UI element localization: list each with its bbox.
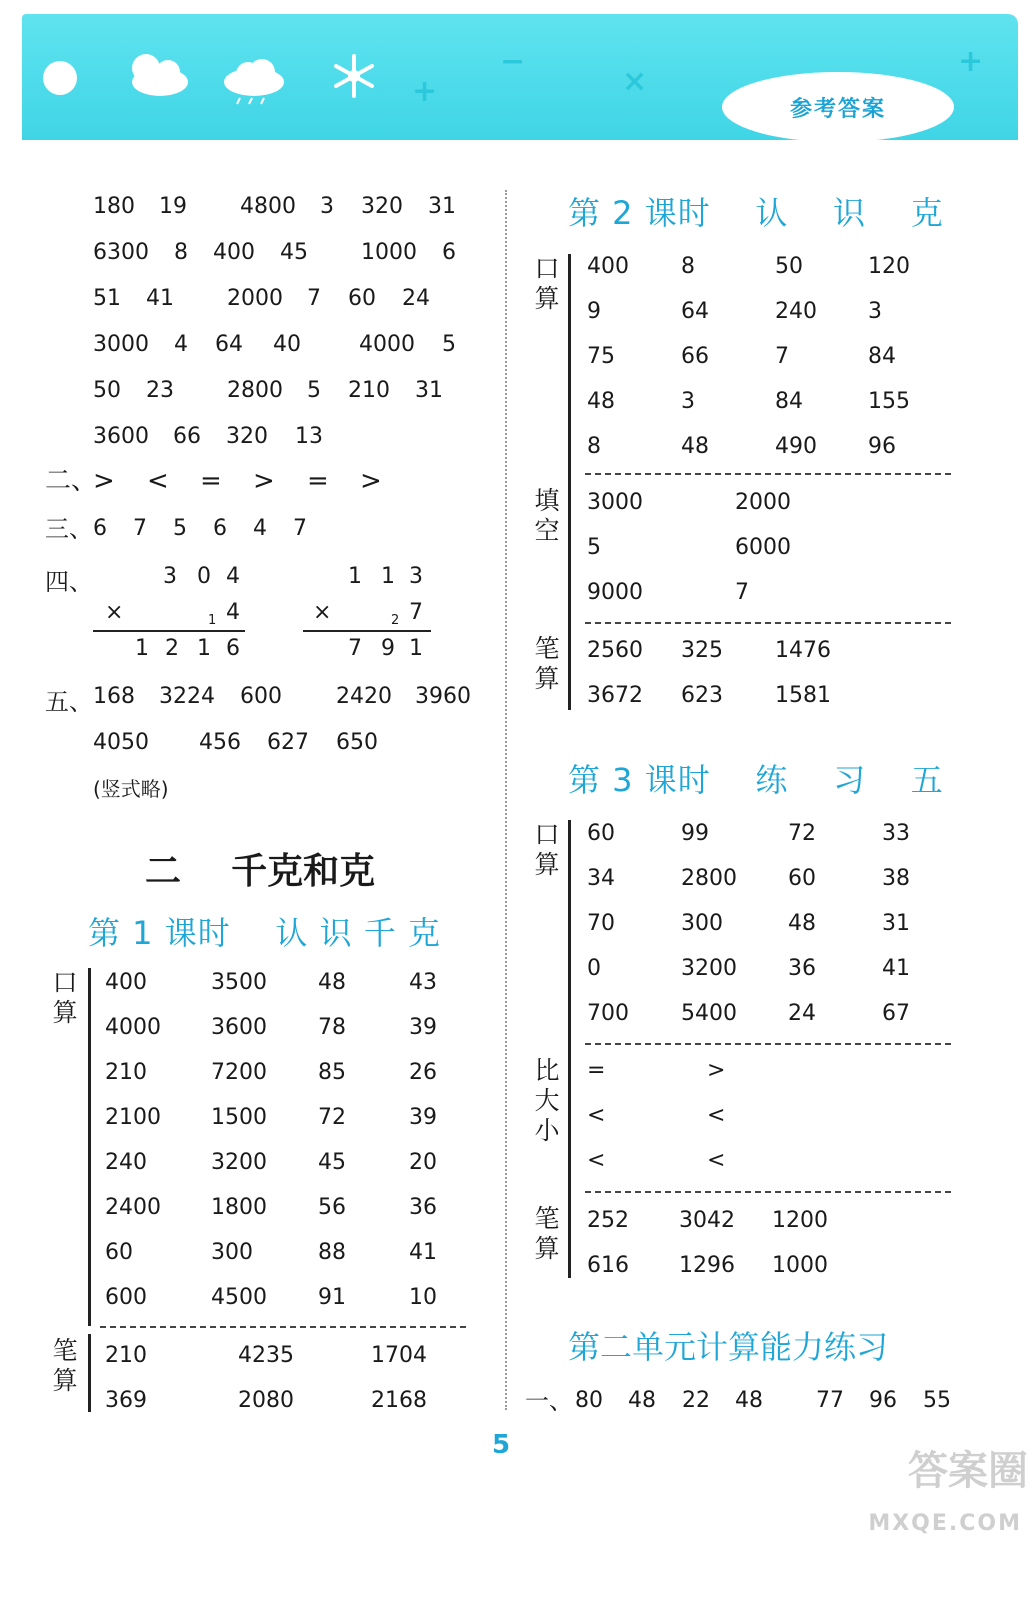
answer-value: 36 — [788, 956, 816, 981]
partly-cloudy-icon — [122, 48, 192, 100]
answer-value: < — [587, 1103, 606, 1128]
answer-value: 6 — [442, 240, 456, 265]
answer-value: 1800 — [211, 1195, 267, 1220]
answer-value: 120 — [868, 254, 910, 279]
label-char: 口 — [534, 254, 560, 283]
answer-value: 60 — [105, 1240, 133, 1265]
label-char: 算 — [534, 284, 560, 313]
answer-value: 6 — [213, 516, 227, 541]
answer-value: 55 — [923, 1388, 951, 1413]
answer-value: 210 — [348, 378, 390, 403]
answer-value: 22 — [682, 1388, 710, 1413]
answer-value: 99 — [681, 821, 709, 846]
answer-value: 91 — [318, 1285, 346, 1310]
answer-value: < — [707, 1148, 726, 1173]
answer-value: 26 — [409, 1060, 437, 1085]
answer-value: 88 — [318, 1240, 346, 1265]
question-label: 一、 — [525, 1387, 573, 1415]
answer-value: 2000 — [735, 490, 791, 515]
answer-value: 51 — [93, 286, 121, 311]
plus-decoration-icon: + — [958, 44, 984, 79]
answer-value: 77 — [816, 1388, 844, 1413]
answer-value: 50 — [775, 254, 803, 279]
bisuan-label — [532, 634, 562, 694]
lesson-title: 第 1 课时 认 识 千 克 — [88, 914, 441, 952]
watermark-logo: 答案圈 — [908, 1448, 1028, 1494]
answer-value: 9000 — [587, 580, 643, 605]
answer-value: 31 — [882, 911, 910, 936]
answer-value: 325 — [681, 638, 723, 663]
kousuan-label — [532, 820, 562, 880]
column-separator — [505, 190, 507, 1410]
label-char: 算 — [52, 1366, 78, 1395]
bisuan-label — [532, 1204, 562, 1264]
answer-value: 400 — [213, 240, 255, 265]
answer-value: 4000 — [359, 332, 415, 357]
answer-value: 3960 — [415, 684, 471, 709]
block-rule — [88, 968, 91, 1326]
tiankong-label — [532, 486, 562, 546]
answer-value: 45 — [318, 1150, 346, 1175]
digit: 6 — [226, 636, 240, 661]
answer-value: 300 — [211, 1240, 253, 1265]
answer-value: 627 — [267, 730, 309, 755]
multiplication-rule — [93, 630, 245, 632]
answer-value: 2000 — [227, 286, 283, 311]
answer-value: 48 — [735, 1388, 763, 1413]
answer-value: 80 — [575, 1388, 603, 1413]
answer-value: < — [707, 1103, 726, 1128]
answer-value: 84 — [775, 389, 803, 414]
answer-value: 7 — [775, 344, 789, 369]
digit: 3 — [409, 564, 423, 589]
comparison-symbol: = — [307, 466, 329, 496]
digit: 3 — [163, 564, 177, 589]
answer-value: 3224 — [159, 684, 215, 709]
question-label: 四、 — [45, 568, 93, 596]
answer-value: 41 — [146, 286, 174, 311]
answer-value: 4500 — [211, 1285, 267, 1310]
answer-value: > — [707, 1058, 726, 1083]
answer-value: 210 — [105, 1343, 147, 1368]
digit: 1 — [381, 564, 395, 589]
label-char: 算 — [534, 664, 560, 693]
comparison-symbol: < — [147, 466, 169, 496]
answer-value: 490 — [775, 434, 817, 459]
watermark-url: MXQE.COM — [868, 1511, 1022, 1536]
answer-value: 72 — [788, 821, 816, 846]
answer-value: 20 — [409, 1150, 437, 1175]
answer-value: 7 — [293, 516, 307, 541]
answer-value: 48 — [788, 911, 816, 936]
answer-value: 240 — [775, 299, 817, 324]
answer-value: 6000 — [735, 535, 791, 560]
block-rule — [568, 254, 571, 710]
answer-value: 400 — [587, 254, 629, 279]
answer-value: 168 — [93, 684, 135, 709]
kousuan-label — [532, 254, 562, 314]
label-char: 笔 — [534, 1204, 560, 1233]
answer-value: 31 — [415, 378, 443, 403]
answer-value: 48 — [318, 970, 346, 995]
answer-value: 1296 — [679, 1253, 735, 1278]
label-char: 笔 — [534, 634, 560, 663]
answer-value: 2400 — [105, 1195, 161, 1220]
answer-value: 50 — [93, 378, 121, 403]
label-char: 填 — [534, 486, 560, 515]
label-char: 笔 — [52, 1336, 78, 1365]
answer-value: 31 — [428, 194, 456, 219]
answer-value: 23 — [146, 378, 174, 403]
answer-value: 39 — [409, 1105, 437, 1130]
answer-value: 2100 — [105, 1105, 161, 1130]
answer-key-badge: 参考答案 — [722, 72, 954, 142]
label-char: 大 — [534, 1086, 560, 1115]
answer-value: 3600 — [211, 1015, 267, 1040]
lesson-title: 第 2 课时 认 识 克 — [568, 194, 944, 232]
label-char: 算 — [534, 850, 560, 879]
answer-value: 700 — [587, 1001, 629, 1026]
digit: 1 — [409, 636, 423, 661]
answer-value: 600 — [105, 1285, 147, 1310]
answer-value: 48 — [681, 434, 709, 459]
block-rule — [568, 820, 571, 1278]
answer-value: 4 — [174, 332, 188, 357]
answer-value: 4050 — [93, 730, 149, 755]
plus-decoration-icon: + — [412, 74, 438, 109]
answer-value: 7 — [307, 286, 321, 311]
answer-value: 2420 — [336, 684, 392, 709]
rain-cloud-icon — [220, 54, 290, 106]
answer-value: 19 — [159, 194, 187, 219]
answer-value: 24 — [402, 286, 430, 311]
answer-value: 7 — [133, 516, 147, 541]
answer-value: 320 — [361, 194, 403, 219]
practice-title: 第二单元计算能力练习 — [568, 1328, 889, 1366]
answer-value: 48 — [628, 1388, 656, 1413]
answer-value: < — [587, 1148, 606, 1173]
answer-value: 650 — [336, 730, 378, 755]
answer-value: 10 — [409, 1285, 437, 1310]
answer-value: 0 — [587, 956, 601, 981]
comparison-symbol: = — [200, 466, 222, 496]
digit: 7 — [348, 636, 362, 661]
answer-value: 60 — [587, 821, 615, 846]
question-label: 五、 — [45, 688, 93, 716]
answer-value: 252 — [587, 1208, 629, 1233]
answer-value: 85 — [318, 1060, 346, 1085]
answer-value: 1581 — [775, 683, 831, 708]
answer-value: 64 — [681, 299, 709, 324]
answer-value: 4235 — [238, 1343, 294, 1368]
multiplication-rule — [303, 630, 431, 632]
answer-value: 616 — [587, 1253, 629, 1278]
answer-value: 155 — [868, 389, 910, 414]
answer-value: 48 — [587, 389, 615, 414]
comparison-symbol: > — [93, 466, 115, 496]
answer-value: 4800 — [240, 194, 296, 219]
answer-value: 3500 — [211, 970, 267, 995]
kousuan-label — [50, 968, 80, 1028]
answer-value: 3200 — [211, 1150, 267, 1175]
question-label: 三、 — [45, 515, 93, 543]
answer-value: 400 — [105, 970, 147, 995]
answer-row — [93, 424, 323, 580]
answer-value: 1000 — [772, 1253, 828, 1278]
comparison-symbol: > — [253, 466, 275, 496]
answer-value: 41 — [409, 1240, 437, 1265]
dashed-divider — [585, 1043, 951, 1045]
answer-value: 60 — [788, 866, 816, 891]
answer-value: 6 — [93, 516, 107, 541]
answer-value: 5 — [307, 378, 321, 403]
answer-value: 2800 — [681, 866, 737, 891]
answer-value: 300 — [681, 911, 723, 936]
dashed-divider — [585, 473, 951, 475]
page-number: 5 — [492, 1430, 511, 1460]
answer-value: 13 — [295, 424, 323, 449]
answer-value: = — [587, 1058, 606, 1083]
answer-value: 623 — [681, 683, 723, 708]
label-char: 口 — [534, 820, 560, 849]
answer-value: 33 — [882, 821, 910, 846]
answer-value: 8 — [587, 434, 601, 459]
answer-value: 3000 — [587, 490, 643, 515]
answer-value: 210 — [105, 1060, 147, 1085]
answer-value: 3 — [681, 389, 695, 414]
answer-value: 9 — [587, 299, 601, 324]
answer-value: 84 — [868, 344, 896, 369]
label-char: 空 — [534, 516, 560, 545]
answer-value: 39 — [409, 1015, 437, 1040]
answer-value: 2168 — [371, 1388, 427, 1413]
comparison-symbol: > — [360, 466, 382, 496]
answer-value: 67 — [882, 1001, 910, 1026]
answer-value: 6300 — [93, 240, 149, 265]
answer-value: 1476 — [775, 638, 831, 663]
answer-value: 7 — [735, 580, 749, 605]
answer-value: 369 — [105, 1388, 147, 1413]
carry-digit: 2 — [391, 613, 400, 628]
snowflake-icon — [330, 52, 378, 100]
label-char: 口 — [52, 968, 78, 997]
label-char: 比 — [534, 1056, 560, 1085]
answer-value: 8 — [681, 254, 695, 279]
answer-value: 72 — [318, 1105, 346, 1130]
unit-title: 二 千克和克 — [145, 851, 376, 892]
answer-value: 3000 — [93, 332, 149, 357]
answer-value: 66 — [681, 344, 709, 369]
answer-value: 2800 — [227, 378, 283, 403]
answer-value: 78 — [318, 1015, 346, 1040]
times-symbol: × — [105, 600, 124, 625]
block-rule — [88, 1334, 91, 1412]
answer-value: 38 — [882, 866, 910, 891]
answer-value: 66 — [173, 424, 201, 449]
answer-value: 5 — [587, 535, 601, 560]
minus-decoration-icon: − — [500, 44, 526, 79]
answer-value: 240 — [105, 1150, 147, 1175]
header-banner — [22, 14, 1018, 140]
times-symbol: × — [313, 600, 332, 625]
answer-value: 1000 — [361, 240, 417, 265]
answer-value: 3600 — [93, 424, 149, 449]
answer-value: 24 — [788, 1001, 816, 1026]
vertical-form-note — [93, 776, 169, 828]
answer-value: 60 — [348, 286, 376, 311]
answer-value: 456 — [199, 730, 241, 755]
answer-value: 56 — [318, 1195, 346, 1220]
answer-value: 70 — [587, 911, 615, 936]
answer-value: 75 — [587, 344, 615, 369]
answer-value: 36 — [409, 1195, 437, 1220]
answer-value: 64 — [215, 332, 243, 357]
digit: 1 — [197, 636, 211, 661]
answer-value: 1704 — [371, 1343, 427, 1368]
answer-value: 1500 — [211, 1105, 267, 1130]
answer-value: 180 — [93, 194, 135, 219]
label-char: 小 — [534, 1116, 560, 1145]
answer-value: 40 — [273, 332, 301, 357]
answer-value: 8 — [174, 240, 188, 265]
label-char: 算 — [52, 998, 78, 1027]
digit: 4 — [226, 564, 240, 589]
compare-label — [532, 1056, 562, 1146]
answer-value: 3672 — [587, 683, 643, 708]
sun-icon — [40, 58, 80, 98]
dashed-divider — [585, 1191, 951, 1193]
answer-value: 600 — [240, 684, 282, 709]
carry-digit: 1 — [208, 613, 217, 628]
answer-value: 41 — [882, 956, 910, 981]
times-decoration-icon: × — [622, 64, 648, 99]
answer-value: 96 — [868, 434, 896, 459]
dashed-divider — [100, 1326, 466, 1328]
answer-value: 5 — [442, 332, 456, 357]
question-label: 二、 — [45, 466, 98, 496]
digit: 9 — [381, 636, 395, 661]
answer-value: 3 — [320, 194, 334, 219]
note-text: (竖式略) — [93, 777, 169, 801]
digit: 7 — [409, 600, 423, 625]
answer-value: 2560 — [587, 638, 643, 663]
digit: 0 — [197, 564, 211, 589]
answer-value: 4000 — [105, 1015, 161, 1040]
digit: 4 — [226, 600, 240, 625]
digit: 1 — [348, 564, 362, 589]
answer-value: 43 — [409, 970, 437, 995]
answer-value: 3 — [868, 299, 882, 324]
answer-value: 45 — [280, 240, 308, 265]
digit: 1 — [135, 636, 149, 661]
answer-value: 3200 — [681, 956, 737, 981]
answer-value: 96 — [869, 1388, 897, 1413]
label-char: 算 — [534, 1234, 560, 1263]
lesson-title: 第 3 课时 练 习 五 — [568, 761, 944, 799]
answer-value: 5400 — [681, 1001, 737, 1026]
answer-value: 320 — [226, 424, 268, 449]
answer-value: 3042 — [679, 1208, 735, 1233]
answer-value: 1200 — [772, 1208, 828, 1233]
dashed-divider — [585, 622, 951, 624]
answer-value: 34 — [587, 866, 615, 891]
answer-value: 2080 — [238, 1388, 294, 1413]
answer-value: 5 — [173, 516, 187, 541]
bisuan-label — [50, 1336, 80, 1396]
answer-value: 7200 — [211, 1060, 267, 1085]
digit: 2 — [165, 636, 179, 661]
answer-value: 4 — [253, 516, 267, 541]
